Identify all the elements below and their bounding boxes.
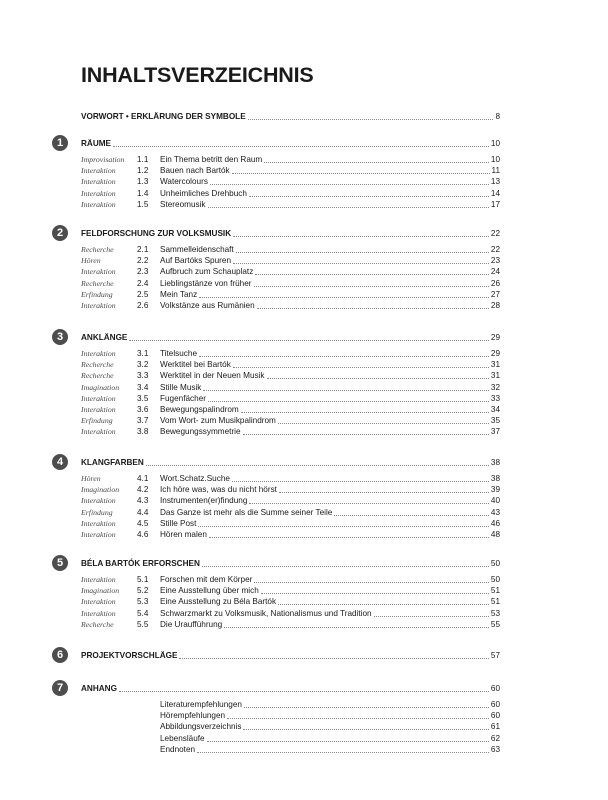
entry-title: Fugenfächer <box>160 393 206 403</box>
entry-page: 51 <box>490 597 500 607</box>
entry-category: Interaktion <box>81 518 116 528</box>
dot-leader <box>236 243 489 253</box>
entry-number: 4.4 <box>137 507 149 517</box>
entry-number: 1.4 <box>137 188 149 198</box>
entry-title: Unheimliches Drehbuch <box>160 188 247 198</box>
entry-page: 17 <box>490 199 500 209</box>
dot-leader <box>278 414 489 424</box>
dot-leader <box>203 381 488 391</box>
entry-category: Recherche <box>81 360 114 370</box>
entry-page: 27 <box>490 289 500 299</box>
entry-number: 5.3 <box>137 597 149 607</box>
dot-leader <box>129 331 488 341</box>
preface-label: VORWORT • ERKLÄRUNG DER SYMBOLE <box>81 112 246 121</box>
entry-category: Imagination <box>81 485 120 495</box>
entry-title: Stereomusik <box>160 199 206 209</box>
section-page: 22 <box>490 229 500 238</box>
entry-number: 5.4 <box>137 608 149 618</box>
entry-number: 2.3 <box>137 267 149 277</box>
entry-category: Recherche <box>81 278 114 288</box>
entry-page: 11 <box>491 166 500 176</box>
entry-page: 23 <box>490 256 500 266</box>
entry-title: Ein Thema betritt den Raum <box>160 155 263 164</box>
entry-title: Werktitel bei Bartók <box>160 360 231 370</box>
toc-entry[interactable] <box>81 529 500 540</box>
entry-page: 35 <box>490 416 500 426</box>
entry-title: Mein Tanz <box>160 289 198 299</box>
section-page: 38 <box>490 458 500 467</box>
dot-leader <box>244 698 489 708</box>
dot-leader <box>210 175 489 185</box>
entry-page: 28 <box>490 301 500 310</box>
dot-leader <box>374 607 489 617</box>
dot-leader <box>233 358 489 368</box>
dot-leader <box>267 369 489 379</box>
dot-leader <box>257 299 489 309</box>
section-title: RÄUME <box>81 139 112 148</box>
entry-category: Interaktion <box>81 608 116 618</box>
entry-page: 60 <box>490 700 500 709</box>
entry-title: Lieblingstänze von früher <box>160 278 252 288</box>
entry-page: 14 <box>490 188 500 198</box>
dot-leader <box>261 584 489 594</box>
entry-page: 10 <box>490 155 500 164</box>
entry-title: Die Uraufführung <box>160 619 223 629</box>
entry-number: 2.4 <box>137 278 149 288</box>
dot-leader <box>232 472 489 482</box>
entry-title: Eine Ausstellung zu Béla Bartók <box>160 597 277 607</box>
dot-leader <box>199 347 489 357</box>
section-number-badge: 5 <box>52 555 68 571</box>
toc-section-heading[interactable] <box>81 332 500 343</box>
entry-page: 46 <box>490 518 500 528</box>
entry-number: 5.5 <box>137 619 149 629</box>
dot-leader <box>208 198 489 208</box>
toc-section-heading[interactable] <box>81 683 500 694</box>
entry-number: 1.2 <box>137 166 149 176</box>
entry-number: 3.8 <box>137 427 149 437</box>
preface-page: 8 <box>495 112 500 121</box>
entry-category: Interaktion <box>81 166 116 176</box>
dot-leader <box>199 288 489 298</box>
dot-leader <box>241 403 489 413</box>
entry-number: 1.3 <box>137 177 149 187</box>
entry-page: 50 <box>490 575 500 584</box>
entry-title: Titelsuche <box>160 349 198 358</box>
entry-page: 31 <box>490 371 500 381</box>
entry-line <box>160 300 500 311</box>
entry-number: 3.3 <box>137 371 149 381</box>
dot-leader <box>207 732 489 742</box>
entry-category: Interaktion <box>81 177 116 187</box>
entry-page: 22 <box>490 245 500 254</box>
entry-number: 4.6 <box>137 530 149 539</box>
section-title: ANKLÄNGE <box>81 333 128 342</box>
dot-leader <box>179 649 488 659</box>
section-number-badge: 1 <box>52 135 68 151</box>
section-number-badge: 4 <box>52 454 68 470</box>
entry-page: 43 <box>490 507 500 517</box>
section-page: 29 <box>490 333 500 342</box>
toc-entry[interactable] <box>81 300 500 311</box>
dot-leader <box>249 187 489 197</box>
entry-page: 61 <box>490 722 500 732</box>
dot-leader <box>227 709 489 719</box>
entry-title: Das Ganze ist mehr als die Summe seiner Teile <box>160 507 333 517</box>
section-title: ANHANG <box>81 684 117 693</box>
entry-title: Forschen mit dem Körper <box>160 575 253 584</box>
entry-page: 63 <box>490 744 500 754</box>
entry-number: 3.5 <box>137 393 149 403</box>
entry-category: Hören <box>81 256 101 266</box>
section-title: PROJEKTVORSCHLÄGE <box>81 651 178 660</box>
entry-page: 24 <box>490 267 500 277</box>
entry-number: 2.5 <box>137 289 149 299</box>
entry-number: 3.2 <box>137 360 149 370</box>
entry-number: 4.2 <box>137 485 149 495</box>
dot-leader <box>233 254 489 264</box>
dot-leader <box>243 720 488 730</box>
entry-title: Wort.Schatz.Suche <box>160 474 230 483</box>
entry-line <box>160 619 500 630</box>
dot-leader <box>224 618 489 628</box>
toc-entry[interactable] <box>81 426 500 437</box>
entry-number: 3.1 <box>137 349 149 358</box>
entry-category: Erfindung <box>81 289 113 299</box>
entry-number: 3.4 <box>137 382 149 392</box>
entry-page: 48 <box>490 530 500 539</box>
dot-leader <box>233 227 489 237</box>
entry-title: Stille Post <box>160 518 197 528</box>
entry-title: Bauen nach Bartók <box>160 166 230 176</box>
section-number-badge: 6 <box>52 647 68 663</box>
entry-page: 38 <box>490 474 500 483</box>
entry-title: Lebensläufe <box>160 733 205 743</box>
entry-page: 13 <box>490 177 500 187</box>
entry-category: Interaktion <box>81 405 116 414</box>
entry-category: Interaktion <box>81 349 116 358</box>
entry-category: Interaktion <box>81 199 116 209</box>
section-number-badge: 3 <box>52 329 68 345</box>
section-number-badge: 2 <box>52 225 68 241</box>
section-title: FELDFORSCHUNG ZUR VOLKSMUSIK <box>81 229 232 238</box>
toc-entry[interactable] <box>81 199 500 210</box>
section-page: 60 <box>490 684 500 693</box>
entry-category: Imagination <box>81 586 120 596</box>
entry-title: Schwarzmarkt zu Volksmusik, Nationalismus und Tradition <box>160 608 372 618</box>
entry-page: 51 <box>490 586 500 596</box>
entry-line <box>160 199 500 210</box>
toc-section-heading[interactable] <box>81 138 500 149</box>
entry-title: Ich höre was, was du nicht hörst <box>160 485 277 495</box>
entry-title: Abbildungsverzeichnis <box>160 722 242 732</box>
entry-category: Interaktion <box>81 575 116 584</box>
entry-number: 2.1 <box>137 245 149 254</box>
dot-leader <box>254 573 489 583</box>
dot-leader <box>198 517 488 527</box>
entry-number: 5.2 <box>137 586 149 596</box>
dot-leader <box>243 425 489 435</box>
entry-title: Auf Bartóks Spuren <box>160 256 231 266</box>
section-page: 10 <box>490 139 500 148</box>
entry-title: Eine Ausstellung über mich <box>160 586 259 596</box>
entry-category: Interaktion <box>81 267 116 277</box>
entry-title: Instrumenten(er)findung <box>160 496 248 506</box>
entry-title: Vom Wort- zum Musikpalindrom <box>160 416 276 426</box>
entry-number: 1.5 <box>137 199 149 209</box>
entry-category: Recherche <box>81 371 114 381</box>
dot-leader <box>334 506 489 516</box>
entry-title: Bewegungspalindrom <box>160 405 239 414</box>
entry-category: Erfindung <box>81 507 113 517</box>
entry-page: 53 <box>490 608 500 618</box>
toc-section-heading[interactable] <box>81 650 500 661</box>
toc-entry[interactable] <box>81 744 500 755</box>
entry-category: Imagination <box>81 382 120 392</box>
entry-category: Hören <box>81 474 101 483</box>
entry-title: Hören malen <box>160 530 207 539</box>
entry-page: 62 <box>490 733 500 743</box>
dot-leader <box>146 456 489 466</box>
dot-leader <box>209 528 489 538</box>
entry-title: Aufbruch zum Schauplatz <box>160 267 254 277</box>
entry-page: 33 <box>490 393 500 403</box>
entry-number: 3.7 <box>137 416 149 426</box>
entry-page: 60 <box>490 711 500 721</box>
toc-section-heading[interactable] <box>81 558 500 569</box>
dot-leader <box>255 265 489 275</box>
entry-title: Volkstänze aus Rumänien <box>160 301 255 310</box>
page-title: INHALTSVERZEICHNIS <box>81 63 314 87</box>
toc-section-heading[interactable] <box>81 457 500 468</box>
entry-number: 5.1 <box>137 575 149 584</box>
entry-line <box>160 744 500 755</box>
entry-page: 31 <box>490 360 500 370</box>
entry-title: Stille Musik <box>160 382 202 392</box>
entry-number: 4.5 <box>137 518 149 528</box>
entry-page: 29 <box>490 349 500 358</box>
dot-leader <box>113 137 489 147</box>
dot-leader <box>264 153 489 163</box>
entry-number: 2.2 <box>137 256 149 266</box>
entry-category: Interaktion <box>81 188 116 198</box>
dot-leader <box>249 494 489 504</box>
entry-title: Werktitel in der Neuen Musik <box>160 371 265 381</box>
entry-category: Erfindung <box>81 416 113 426</box>
section-number-badge: 7 <box>52 680 68 696</box>
entry-page: 32 <box>490 382 500 392</box>
entry-category: Interaktion <box>81 301 116 310</box>
entry-number: 4.1 <box>137 474 149 483</box>
entry-title: Bewegungssymmetrie <box>160 427 241 437</box>
dot-leader <box>278 595 489 605</box>
entry-title: Literaturempfehlungen <box>160 700 242 709</box>
entry-category: Interaktion <box>81 393 116 403</box>
entry-number: 3.6 <box>137 405 149 414</box>
entry-page: 37 <box>490 427 500 437</box>
dot-leader <box>232 164 490 174</box>
dot-leader <box>248 110 494 120</box>
section-page: 57 <box>490 651 500 660</box>
entry-line <box>160 426 500 437</box>
entry-page: 34 <box>490 405 500 414</box>
section-title: BÉLA BARTÓK ERFORSCHEN <box>81 559 200 568</box>
dot-leader <box>208 392 489 402</box>
dot-leader <box>254 277 489 287</box>
entry-category: Interaktion <box>81 597 116 607</box>
entry-category: Interaktion <box>81 427 116 437</box>
entry-page: 26 <box>490 278 500 288</box>
dot-leader <box>197 743 489 753</box>
entry-page: 55 <box>490 619 500 629</box>
dot-leader <box>119 682 489 692</box>
dot-leader <box>202 557 489 567</box>
entry-category: Interaktion <box>81 496 116 506</box>
entry-title: Endnoten <box>160 744 196 754</box>
entry-number: 4.3 <box>137 496 149 506</box>
entry-page: 39 <box>490 485 500 495</box>
toc-entry[interactable] <box>81 619 500 630</box>
entry-category: Improvisation <box>81 155 125 164</box>
entry-number: 2.6 <box>137 301 149 310</box>
section-title: KLANGFARBEN <box>81 458 144 467</box>
entry-title: Sammelleidenschaft <box>160 245 234 254</box>
toc-preface <box>81 111 500 122</box>
section-page: 50 <box>490 559 500 568</box>
entry-title: Watercolours <box>160 177 208 187</box>
entry-category: Recherche <box>81 619 114 629</box>
entry-category: Interaktion <box>81 530 116 539</box>
entry-title: Hörempfehlungen <box>160 711 226 721</box>
entry-category: Recherche <box>81 245 114 254</box>
entry-page: 40 <box>490 496 500 506</box>
entry-line <box>160 529 500 540</box>
toc-section-heading[interactable] <box>81 228 500 239</box>
entry-number: 1.1 <box>137 155 149 164</box>
dot-leader <box>279 483 489 493</box>
